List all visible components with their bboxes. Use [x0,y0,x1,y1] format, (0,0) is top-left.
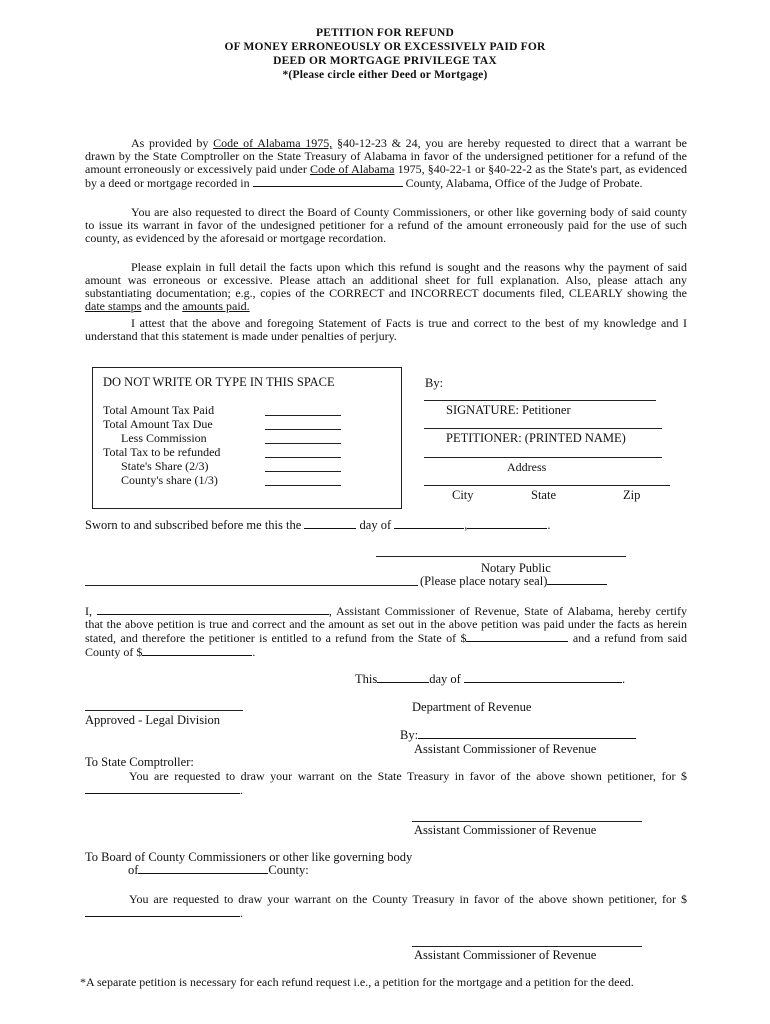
form-title-line2: OF MONEY ERRONEOUSLY OR EXCESSIVELY PAID FOR [224,41,546,53]
comptroller-signature-field[interactable] [412,821,642,822]
certification-date: This day of . [355,672,626,686]
printed-name-field[interactable] [424,428,662,429]
amounts-paid-text: amounts paid. [182,299,250,313]
comptroller-commissioner-label: Assistant Commissioner of Revenue [414,823,597,837]
form-title-line1: PETITION FOR REFUND [316,27,454,39]
comptroller-amount-field[interactable] [85,783,240,794]
certification-by-text: By: [400,728,419,742]
comptroller-text: You are requested to draw your warrant on the State Treasury in favor of the above shown petitioner, for $ [129,769,687,783]
form-subtitle: *(Please circle either Deed or Mortgage) [282,69,488,81]
county-share-label: County's share (1/3) [121,473,218,487]
county-of [128,863,309,877]
total-tax-refunded-label: Total Tax to be refunded [103,445,221,459]
commissioner-name-field[interactable] [97,604,329,615]
sworn-day-field[interactable] [304,518,356,529]
county-heading: To Board of County Commissioners or other like governing body [85,850,413,864]
total-amount-tax-due-label: Total Amount Tax Due [103,417,213,431]
signature-field[interactable] [424,400,656,401]
address-field[interactable] [424,457,662,458]
footnote: *A separate petition is necessary for each refund request i.e., a petition for the mortgage and a petition for the deed. [80,975,634,989]
form-title-line3: DEED OR MORTGAGE PRIVILEGE TAX [273,55,497,67]
state-refund-amount-field[interactable] [466,631,568,642]
signature-label: SIGNATURE: Petitioner [446,403,571,417]
county-signature-field[interactable] [412,946,642,947]
notary-name-field[interactable] [85,585,418,586]
county-of-text: of [128,863,139,877]
notary-seal-label [420,574,607,588]
intro-text: Please explain in full detail the facts upon which this refund is sought and the reasons why the payment of said amount was erroneous or excessive. Please attach an additional sheet for full explanation. Also, please attach any substantiating documentation; e.g., copies of the CORRECT and INCORRECT documents filed, CLEARLY showing the [85,260,687,300]
notary-seal-text: (Please place notary seal) [420,574,548,588]
intro-text: As provided by [131,136,214,150]
comptroller-heading: To State Comptroller: [85,755,194,769]
intro-text: County, Alabama, Office of the Judge of Probate. [405,176,643,190]
intro-paragraph-3 [85,261,687,313]
notary-seal-field[interactable] [547,574,607,585]
sworn-year-field[interactable] [467,518,547,529]
intro-text: 1975, §40-22-1 or §40-22-2 as the State's part, as evidenced by a deed or mortgage recorded in [85,162,688,190]
city-label: City [452,488,474,502]
zip-label: Zip [623,488,641,502]
certification-text: and a refund from said County of $ [85,631,688,659]
intro-paragraph-2: You are also requested to direct the Board of County Commissioners, or other like governing body of said county to issue its warrant in favor of the undesigned petitioner for a refund of the amount erroneously paid for the use of such county, as evidenced by the aforesaid or mortgage recordation. [85,205,687,245]
attestation-paragraph: I attest that the above and foregoing Statement of Facts is true and correct to the best of my knowledge and I understand that this statement is made under penalties of perjury. [85,316,687,343]
city-state-zip-field[interactable] [424,485,670,486]
comptroller-paragraph: You are requested to draw your warrant on the State Treasury in favor of the above shown petitioner, for $. [85,770,687,797]
certification-date-text: day of [429,672,461,686]
department-label: Department of Revenue [412,700,532,714]
sworn-text: Sworn to and subscribed before me this the [85,518,302,532]
by-label: By: [425,376,444,390]
legal-division-signature-field[interactable] [85,710,243,711]
notary-signature-field[interactable] [376,556,626,557]
intro-text: §40-12-23 & 24, you are hereby requested to direct that a warrant be drawn by the State Comptroller on the State Treasury of Alabama in favor of the undersigned petitioner for a refund of the amount erroneously or excessively paid under [85,136,687,176]
state-label: State [531,488,556,502]
intro-text: and the [141,299,183,313]
cert-month-field[interactable] [464,672,622,683]
total-tax-refunded-field[interactable] [265,457,341,458]
code-reference: Code of Alabama 1975, [213,136,333,150]
office-use-header: DO NOT WRITE OR TYPE IN THIS SPACE [103,375,335,389]
certification-text: I, [85,604,92,618]
printed-name-label: PETITIONER: (PRINTED NAME) [446,431,626,445]
county-commissioner-label: Assistant Commissioner of Revenue [414,948,597,962]
county-amount-field[interactable] [85,906,240,917]
cert-day-field[interactable] [377,672,429,683]
certification-date-text: This [355,672,378,686]
certification-by-field[interactable] [418,728,636,739]
assistant-commissioner-label: Assistant Commissioner of Revenue [414,742,597,756]
approved-legal-division-label: Approved - Legal Division [85,713,221,727]
address-label: Address [507,460,547,474]
certification-paragraph: I, , Assistant Commissioner of Revenue, State of Alabama, hereby certify that the above petition is true and correct and the amount as set out in the above petition was paid under the facts as herein stated, and therefore the petitioner is entitled to a refund from the State of $ and a refund from said County of $ . [85,604,688,659]
state-share-label: State's Share (2/3) [121,459,209,473]
date-stamps-text: date stamps [85,299,142,313]
certification-text: , Assistant Commissioner of Revenue, State of Alabama, hereby certify that the above petition is true and correct and the amount as set out in the above petition was paid under the facts as herein stated, and therefore the petitioner is entitled to a refund from the State of $ [85,604,687,645]
sworn-month-field[interactable] [394,518,464,529]
county-name-field[interactable] [138,863,268,874]
office-use-box [92,367,402,509]
county-label-text: County: [268,863,309,877]
county-share-field[interactable] [265,485,341,486]
county-paragraph: You are requested to draw your warrant on the County Treasury in favor of the above shown petitioner, for $. [85,893,687,920]
notary-public-label: Notary Public [481,561,551,575]
sworn-statement: Sworn to and subscribed before me this the day of , . [85,518,551,532]
state-share-field[interactable] [265,471,341,472]
intro-paragraph-1 [85,137,687,190]
recorded-county-field[interactable] [253,176,403,187]
total-amount-tax-paid-field[interactable] [265,415,341,416]
county-text: You are requested to draw your warrant on the County Treasury in favor of the above shown petitioner, for $ [129,892,687,906]
total-amount-tax-due-field[interactable] [265,429,341,430]
total-amount-tax-paid-label: Total Amount Tax Paid [103,403,215,417]
sworn-text: day of [359,518,392,532]
certification-by [400,728,636,742]
less-commission-label: Less Commission [121,431,207,445]
less-commission-field[interactable] [265,443,341,444]
county-refund-amount-field[interactable] [142,645,252,656]
code-reference: Code of Alabama [310,162,395,176]
